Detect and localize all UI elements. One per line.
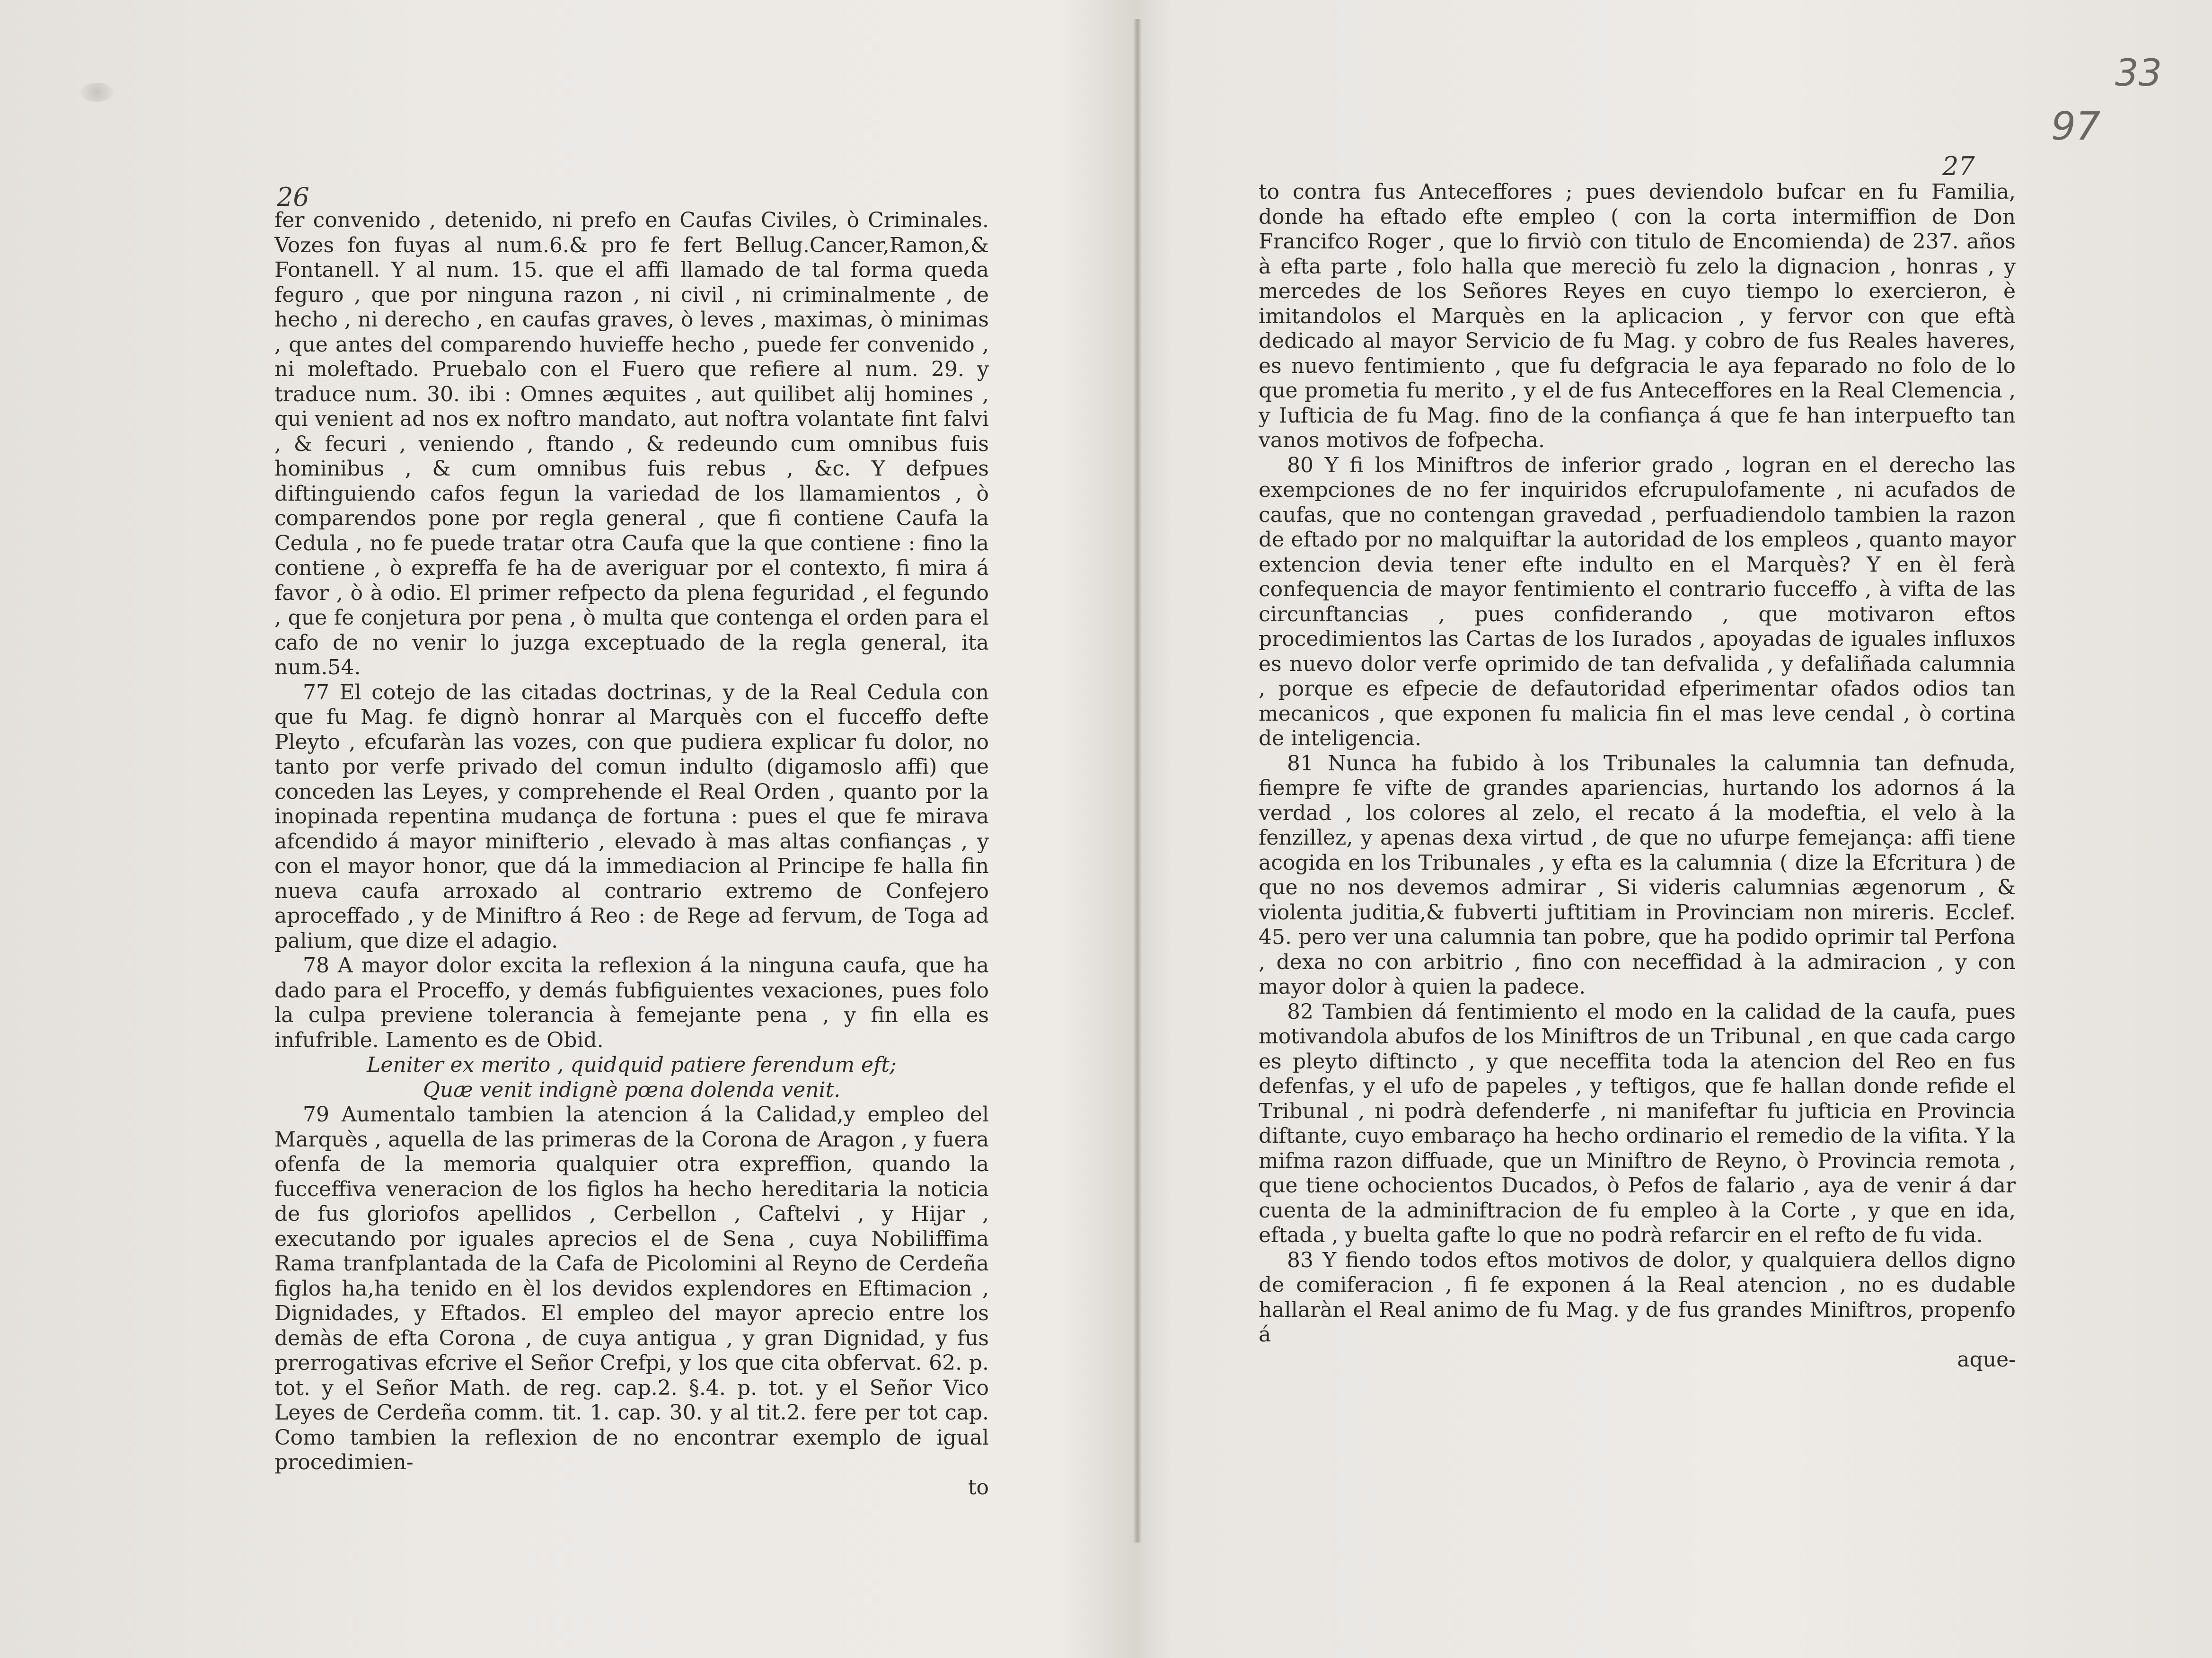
paper-stain <box>80 83 114 102</box>
left-page-number: 26 <box>277 182 309 212</box>
page-gutter <box>1133 19 1142 1543</box>
paragraph: 81 Nunca ha fubido à los Tribunales la calumnia tan defnuda, fiempre fe vifte de grandes apariencias, hurtando los adornos á la verdad , los colores al zelo, el recato á la modeftia, el velo à la fenzillez, y apenas dexa virtud , de que no ufurpe femejança: affi tiene acogida en los Tribunales , y efta es la calumnia ( dize la Efcritura ) de que no nos devemos admirar , Si videris calumnias ægenorum , & violenta juditia,& fubverti juftitiam in Provinciam non mireris. Ecclef. 45. pero ver una calumnia tan pobre, que ha podido oprimir tal Perfona , dexa no con arbitrio , fino con neceffidad à la admiracion , y con mayor dolor à quien la padece. <box>1259 751 2016 999</box>
right-page-number: 27 <box>1942 151 1975 181</box>
paragraph: 82 Tambien dá fentimiento el modo en la calidad de la caufa, pues motivandola abufos de los Miniftros de un Tribunal , en que cada cargo es pleyto diftincto , y que neceffita toda la atencion del Reo en fus defenfas, y el ufo de papeles , y teftigos, que fe hallan donde refide el Tribunal , ni podrà defenderfe , ni manifeftar fu jufticia en Provincia diftante, cuyo embaraço ha hecho ordinario el remedio de la vifita. Y la mifma razon diffuade, que un Miniftro de Reyno, ò Provincia remota , que tiene ochocientos Ducados, ò Pefos de falario , aya de venir á dar cuenta de la adminiftracion de fu empleo à la Corte , y que en ida, eftada , y buelta gafte lo que no podrà refarcir en el refto de fu vida. <box>1259 999 2016 1247</box>
catchword: aque- <box>1957 1347 2016 1372</box>
paragraph: 79 Aumentalo tambien la atencion á la Calidad,y empleo del Marquès , aquella de las primeras de la Corona de Aragon , y fuera ofenfa de la memoria qualquier otra expreffion, quando la fucceffiva veneracion de los figlos ha hecho hereditaria la noticia de fus gloriofos apellidos , Cerbellon , Caftelvi , y Hijar , executando por iguales aprecios el de Sena , cuya Nobiliffima Rama tranfplantada de la Cafa de Picolomini al Reyno de Cerdeña figlos ha,ha tenido en èl los devidos explendores en Eftimacion , Dignidades, y Eftados. El empleo del mayor aprecio entre los demàs de efta Corona , de cuya antigua , y gran Dignidad, y fus prerrogativas efcrive el Señor Crefpi, y los que cita obfervat. 62. p. tot. y el Señor Math. de reg. cap.2. §.4. p. tot. y el Señor Vico Leyes de Cerdeña comm. tit. 1. cap. 30. y al tit.2. fere per tot cap. Como tambien la reflexion de no encontrar exemplo de igual procedimien- <box>274 1102 989 1474</box>
folio-mark-secondary: 97 <box>2051 104 2101 149</box>
paragraph: to contra fus Anteceffores ; pues deviendolo bufcar en fu Familia, donde ha eftado efte empleo ( con la corta intermiffion de Don Francifco Roger , que lo firviò con titulo de Encomienda) de 237. años à efta parte , folo halla que mereciò fu zelo la dignacion , honras , y mercedes de los Señores Reyes en cuyo tiempo lo exercieron, è imitandolos el Marquès en la aplicacion , y fervor con que eftà dedicado al mayor Servicio de fu Mag. y cobro de fus Reales haveres, es nuevo fentimiento , que fu defgracia le aya feparado no folo de lo que prometia fu merito , y el de fus Anteceffores en la Real Clemencia , y Iufticia de fu Mag. fino de la confiança á que fe han interpuefto tan vanos motivos de fofpecha. <box>1259 180 2016 452</box>
left-page <box>274 180 989 1500</box>
paragraph: 77 El cotejo de las citadas doctrinas, y de la Real Cedula con que fu Mag. fe dignò honrar al Marquès con el fucceffo defte Pleyto , efcufaràn las vozes, con que pudiera explicar fu dolor, no tanto por verfe privado del comun indulto (digamoslo affi) que conceden las Leyes, y comprehende el Real Orden , quanto por la inopinada repentina mudança de fortuna : pues el que fe mirava afcendido á mayor minifterio , elevado à mas altas confianças , y con el mayor honor, que dá la immediacion al Principe fe halla fin nueva caufa arroxado al contrario extremo de Confejero aproceffado , y de Miniftro á Reo : de Rege ad fervum, de Toga ad palium, que dize el adagio. <box>274 680 989 953</box>
paragraph: fer convenido , detenido, ni prefo en Caufas Civiles, ò Criminales. Vozes fon fuyas al num.6.& pro fe fert Bellug.Cancer,Ramon,& Fontanell. Y al num. 15. que el affi llamado de tal forma queda feguro , que por ninguna razon , ni civil , ni criminalmente , de hecho , ni derecho , en caufas graves, ò leves , maximas, ò minimas , que antes del comparendo huvieffe hecho , puede fer convenido , ni moleftado. Pruebalo con el Fuero que refiere al num. 29. y traduce num. 30. ibi : Omnes æquites , aut quilibet alij homines , qui venient ad nos ex noftro mandato, aut noftra volantate fint falvi , & fecuri , veniendo , ftando , & redeundo cum omnibus fuis hominibus , & cum omnibus fuis rebus , &c. Y defpues diftinguiendo cafos fegun la variedad de los llamamientos , ò comparendos pone por regla general , que fi contiene Caufa la Cedula , no fe puede tratar otra Caufa que la que contiene : fino la contiene , ò expreffa fe ha de averiguar por el contexto, fi mira á favor , ò à odio. El primer refpecto da plena feguridad , el fegundo , que fe conjetura por pena , ò multa que contenga el orden para el cafo de no venir lo juzga exceptuado de la regla general, ita num.54. <box>274 208 989 679</box>
right-page-text <box>1259 180 2016 1372</box>
right-page <box>1259 151 2016 1372</box>
folio-mark-primary: 33 <box>2115 52 2162 95</box>
paragraph: 78 A mayor dolor excita la reflexion á la ninguna caufa, que ha dado para el Proceffo, y demás fubfiguientes vexaciones, pues folo la culpa previene tolerancia à femejante pena , y fin ella es infufrible. Lamento es de Obid. <box>274 953 989 1052</box>
verse-line: Leniter ex merito , quidquid patiere ferendum eft; <box>367 1053 897 1077</box>
catchword: to <box>968 1475 989 1499</box>
paragraph: 80 Y fi los Miniftros de inferior grado , logran en el derecho las exempciones de no fer inquiridos efcrupulofamente , ni acufados de caufas, que no contengan gravedad , perfuadiendolo tambien la razon de eftado por no malquiftar la autoridad de los empleos , quanto mayor extencion devia tener efte indulto en el Marquès? Y en èl ferà confequencia de mayor fentimiento el contrario fucceffo , à vifta de las circunftancias , pues confiderando , que motivaron eftos procedimientos las Cartas de los Iurados , apoyadas de iguales influxos es nuevo dolor verfe oprimido de tan defvalida , y defaliñada calumnia , porque es efpecie de defautoridad efperimentar ofados odios tan mecanicos , que exponen fu malicia fin el mas leve cendal , ò cortina de inteligencia. <box>1259 453 2016 750</box>
left-page-text <box>274 208 989 1500</box>
paragraph: 83 Y fiendo todos eftos motivos de dolor, y qualquiera dellos digno de comiferacion , fi fe exponen á la Real atencion , no es dudable hallaràn el Real animo de fu Mag. y de fus grandes Miniftros, propenfo á <box>1259 1248 2016 1347</box>
verse-line: Quæ venit indignè pœna dolenda venit. <box>423 1077 841 1102</box>
